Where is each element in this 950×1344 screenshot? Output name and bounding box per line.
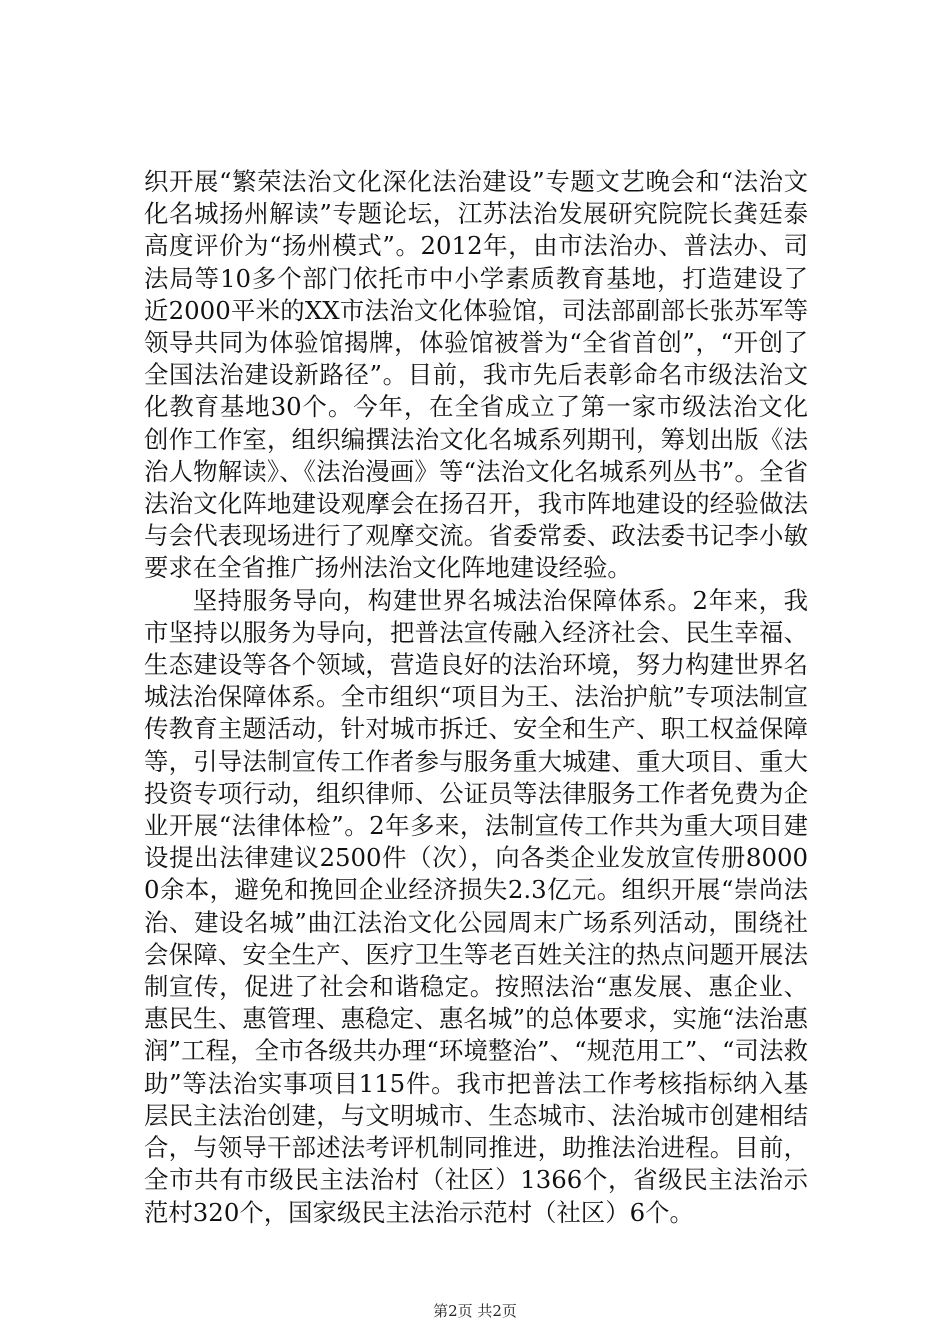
document-body xyxy=(144,166,808,1229)
page-number: 第2页 共2页 xyxy=(433,1302,517,1320)
paragraph-2: 坚持服务导向，构建世界名城法治保障体系。2年来，我市坚持以服务为导向，把普法宣传融入经济社会、民生幸福、生态建设等各个领域，营造良好的法治环境，努力构建世界名城法治保障体系。全市组织“项目为王、法治护航”专项法制宣传教育主题活动，针对城市拆迁、安全和生产、职工权益保障等，引导法制宣传工作者参与服务重大城建、重大项目、重大投资专项行动，组织律师、公证员等法律服务工作者免费为企业开展“法律体检”。2年多来，法制宣传工作共为重大项目建设提出法律建议2500件（次），向各类企业发放宣传册80000余本，避免和挽回企业经济损失2.3亿元。组织开展“崇尚法治、建设名城”曲江法治文化公园周末广场系列活动，围绕社会保障、安全生产、医疗卫生等老百姓关注的热点问题开展法制宣传，促进了社会和谐稳定。按照法治“惠发展、惠企业、惠民生、惠管理、惠稳定、惠名城”的总体要求，实施“法治惠润”工程，全市各级共办理“环境整治”、“规范用工”、“司法救助”等法治实事项目115件。我市把普法工作考核指标纳入基层民主法治创建，与文明城市、生态城市、法治城市创建相结合，与领导干部述法考评机制同推进，助推法治进程。目前，全市共有市级民主法治村（社区）1366个，省级民主法治示范村320个，国家级民主法治示范村（社区）6个。 xyxy=(144,585,808,1227)
paragraph-1: 织开展“繁荣法治文化深化法治建设”专题文艺晚会和“法治文化名城扬州解读”专题论坛，江苏法治发展研究院院长龚廷泰高度评价为“扬州模式”。2012年，由市法治办、普法办、司法局等10多个部门依托市中小学素质教育基地，打造建设了近2000平米的XX市法治文化体验馆，司法部副部长张苏军等领导共同为体验馆揭牌，体验馆被誉为“全省首创”，“开创了全国法治建设新路径”。目前，我市先后表彰命名市级法治文化教育基地30个。今年，在全省成立了第一家市级法治文化创作工作室，组织编撰法治文化名城系列期刊，筹划出版《法治人物解读》、《法治漫画》等“法治文化名城系列丛书”。全省法治文化阵地建设观摩会在扬召开，我市阵地建设的经验做法与会代表现场进行了观摩交流。省委常委、政法委书记李小敏要求在全省推广扬州法治文化阵地建设经验。 xyxy=(144,167,808,583)
page-footer xyxy=(0,1300,950,1321)
